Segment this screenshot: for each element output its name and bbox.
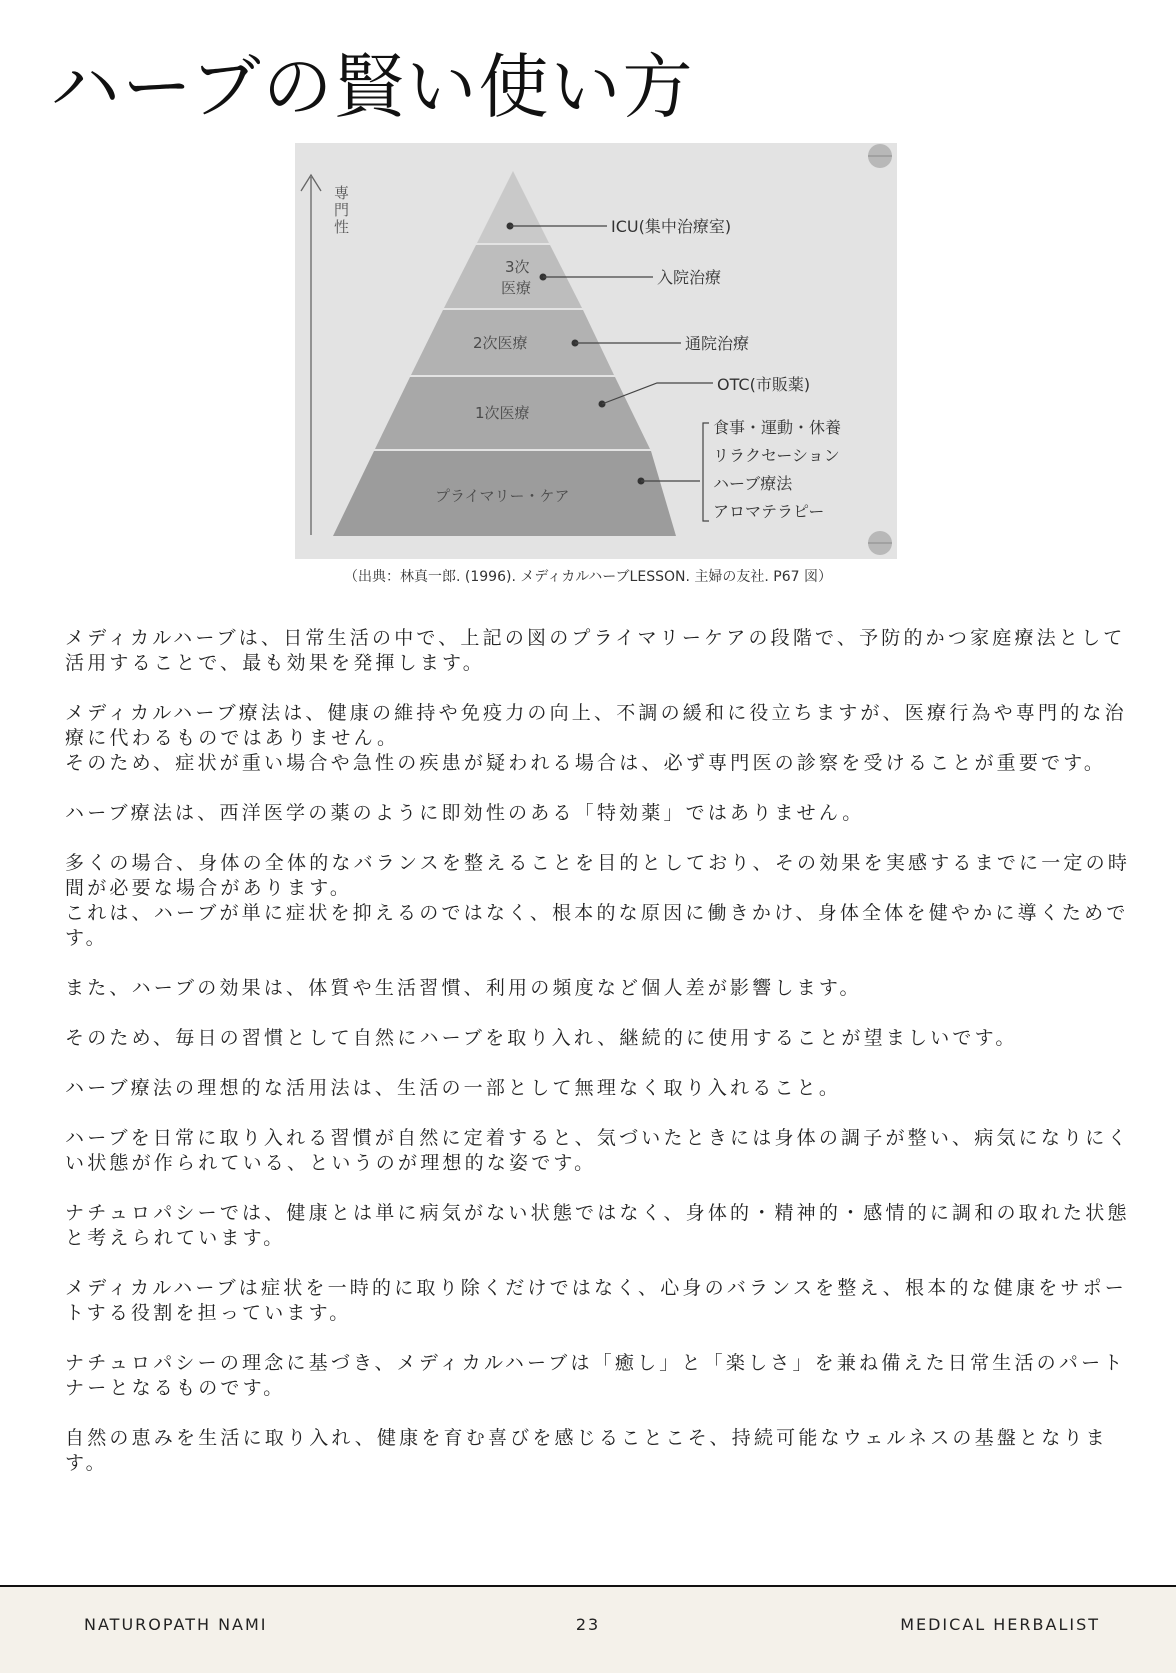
page-number: 23 xyxy=(575,1615,601,1634)
tertiary-label-line1: 3次 xyxy=(505,258,530,276)
care-items-bracket xyxy=(703,423,709,521)
outpatient-label: 通院治療 xyxy=(685,334,750,353)
page-title: ハーブの賢い使い方 xyxy=(50,46,695,128)
primary-label: 1次医療 xyxy=(475,404,530,422)
care-item: 食事・運動・休養 xyxy=(713,418,842,437)
paragraph: ナチュロパシーの理念に基づき、メディカルハーブは「癒し」と「楽しさ」を兼ね備えた日常生活のパートナーとなるものです。 xyxy=(65,1352,1126,1399)
care-item: リラクセーション xyxy=(713,446,840,465)
paragraph: ナチュロパシーでは、健康とは単に病気がない状態ではなく、身体的・精神的・感情的に調和の取れた状態と考えられています。 xyxy=(65,1202,1130,1249)
care-item: アロマテラピー xyxy=(713,502,825,521)
paragraph: 多くの場合、身体の全体的なバランスを整えることを目的としており、その効果を実感するまでに一定の時間が必要な場合があります。 これは、ハーブが単に症状を抑えるのではなく、根本的な原因に働きかけ、身体全体を健やかに導くためです。 xyxy=(65,852,1131,949)
paragraph: ハーブ療法は、西洋医学の薬のように即効性のある「特効薬」ではありません。 xyxy=(65,802,865,824)
care-item: ハーブ療法 xyxy=(713,474,793,493)
medical-pyramid-figure xyxy=(295,143,897,559)
tertiary-label-line2: 医療 xyxy=(501,279,532,297)
icu-label: ICU(集中治療室) xyxy=(611,217,732,236)
paragraph: 自然の恵みを生活に取り入れ、健康を育む喜びを感じることこそ、持続可能なウェルネスの基盤となります。 xyxy=(65,1427,1108,1474)
otc-label: OTC(市販薬) xyxy=(717,375,811,394)
pyramid-diagram xyxy=(295,143,897,559)
primary-care-label: プライマリー・ケア xyxy=(435,487,570,505)
tier-icu xyxy=(477,171,549,243)
footer-series: MEDICAL HERBALIST xyxy=(900,1615,1100,1634)
paragraph: ハーブを日常に取り入れる習慣が自然に定着すると、気づいたときには身体の調子が整い、病気になりにくい状態が作られている、というのが理想的な姿です。 xyxy=(65,1127,1130,1174)
secondary-label: 2次医療 xyxy=(473,334,528,352)
paragraph: また、ハーブの効果は、体質や生活習慣、利用の頻度など個人差が影響します。 xyxy=(65,977,862,999)
paragraph: メディカルハーブ療法は、健康の維持や免疫力の向上、不調の緩和に役立ちますが、医療行為や専門的な治療に代わるものではありません。 そのため、症状が重い場合や急性の疾患が疑われる場合は、必ず専門医の診察を受けることが重要です。 xyxy=(65,702,1127,774)
inpatient-label: 入院治療 xyxy=(657,268,722,287)
paragraph: メディカルハーブは、日常生活の中で、上記の図のプライマリーケアの段階で、予防的かつ家庭療法として活用することで、最も効果を発揮します。 xyxy=(65,627,1126,674)
paragraph: メディカルハーブは症状を一時的に取り除くだけではなく、心身のバランスを整え、根本的な健康をサポートする役割を担っています。 xyxy=(65,1277,1127,1324)
paragraph: ハーブ療法の理想的な活用法は、生活の一部として無理なく取り入れること。 xyxy=(65,1077,842,1099)
article-body xyxy=(65,626,1135,1501)
page-footer xyxy=(0,1587,1176,1673)
footer-author: NATUROPATH NAMI xyxy=(84,1615,268,1634)
paragraph: そのため、毎日の習慣として自然にハーブを取り入れ、継続的に使用することが望ましいです。 xyxy=(65,1027,1018,1049)
specialty-axis-label: 専門性 xyxy=(332,185,350,236)
figure-caption: （出典：林真一郎. (1996). メディカルハーブLESSON. 主婦の友社. P67 図） xyxy=(344,569,832,585)
